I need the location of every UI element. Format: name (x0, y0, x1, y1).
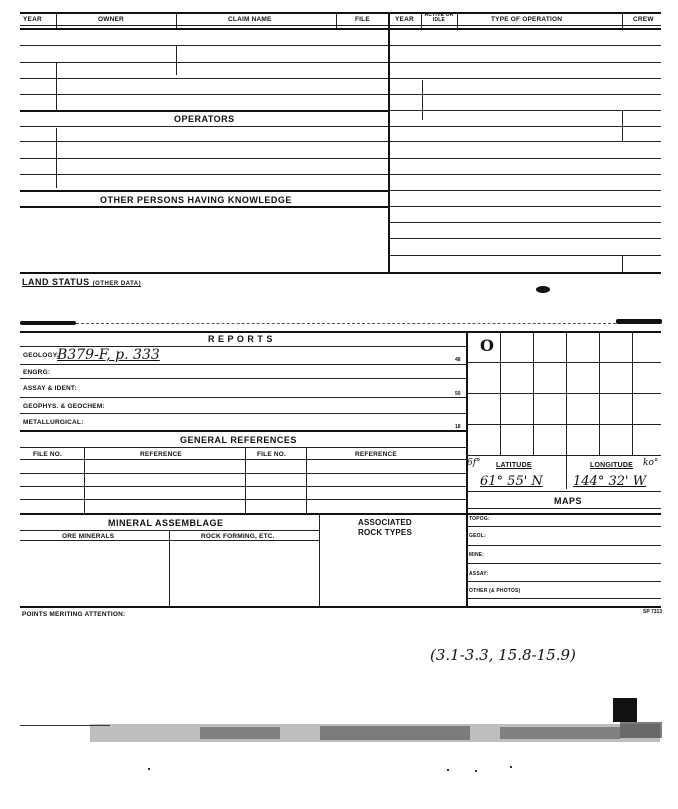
maps-heading: MAPS (554, 496, 583, 506)
assay-ident-label: ASSAY & IDENT: (23, 385, 77, 392)
maps-mine: MINE: (469, 552, 485, 558)
ink-blot (536, 286, 550, 293)
col-reference-2: REFERENCE (355, 451, 397, 458)
col-reference-1: REFERENCE (140, 451, 182, 458)
associated-label: ASSOCIATED (358, 518, 412, 527)
ore-minerals-label: ORE MINERALS (62, 533, 115, 540)
num-48: 48 (455, 357, 461, 363)
col-active-idle: ACTIVE OR IDLE (424, 12, 454, 23)
handwritten-note: (3.1-3.3, 15.8-15.9) (430, 646, 576, 664)
mineral-assemblage-heading: MINERAL ASSEMBLAGE (108, 518, 224, 528)
longitude-value: 144° 32' W (573, 474, 647, 489)
col-type-operation: TYPE OF OPERATION (491, 16, 563, 23)
points-meriting-label: POINTS MERITING ATTENTION: (22, 611, 126, 618)
num-50: 50 (455, 391, 461, 397)
general-references-heading: GENERAL REFERENCES (180, 435, 297, 445)
col-claim-name: CLAIM NAME (228, 16, 272, 23)
land-status-label: LAND STATUS (OTHER DATA) (22, 277, 142, 287)
col-crew: CREW (633, 16, 654, 23)
grid-marker: O (480, 336, 494, 355)
latitude-prefix: 6f° (467, 458, 481, 468)
rock-types-label: ROCK TYPES (358, 528, 413, 537)
col-file: FILE (355, 16, 370, 23)
maps-assay: ASSAY: (469, 571, 489, 577)
longitude-label: LONGITUDE (590, 462, 634, 469)
longitude-suffix: ko° (643, 458, 659, 468)
num-18: 18 (455, 424, 461, 430)
operators-heading: OPERATORS (174, 114, 235, 124)
geology-label: GEOLOGY: (23, 352, 60, 359)
engrg-label: ENGRG: (23, 369, 51, 376)
rock-forming-label: ROCK FORMING, ETC. (201, 533, 275, 540)
col-year: YEAR (23, 16, 42, 23)
reports-heading: R E P O R T S (208, 334, 273, 344)
maps-geol: GEOL: (469, 533, 486, 539)
maps-topog: TOPOG: (469, 516, 490, 522)
col-year-2: YEAR (395, 16, 414, 23)
latitude-value: 61° 55' N (480, 474, 543, 489)
metallurgical-label: METALLURGICAL: (23, 419, 84, 426)
geophys-label: GEOPHYS. & GEOCHEM: (23, 403, 105, 410)
other-persons-heading: OTHER PERSONS HAVING KNOWLEDGE (100, 195, 292, 205)
col-owner: OWNER (98, 16, 124, 23)
col-file-no-2: FILE NO. (257, 451, 287, 458)
col-file-no-1: FILE NO. (33, 451, 63, 458)
latitude-label: LATITUDE (496, 462, 532, 469)
form-number: SP 7313 (643, 609, 663, 615)
geology-value: B379-F, p. 333 (57, 347, 160, 363)
maps-other: OTHER (& PHOTOS) (469, 588, 521, 594)
